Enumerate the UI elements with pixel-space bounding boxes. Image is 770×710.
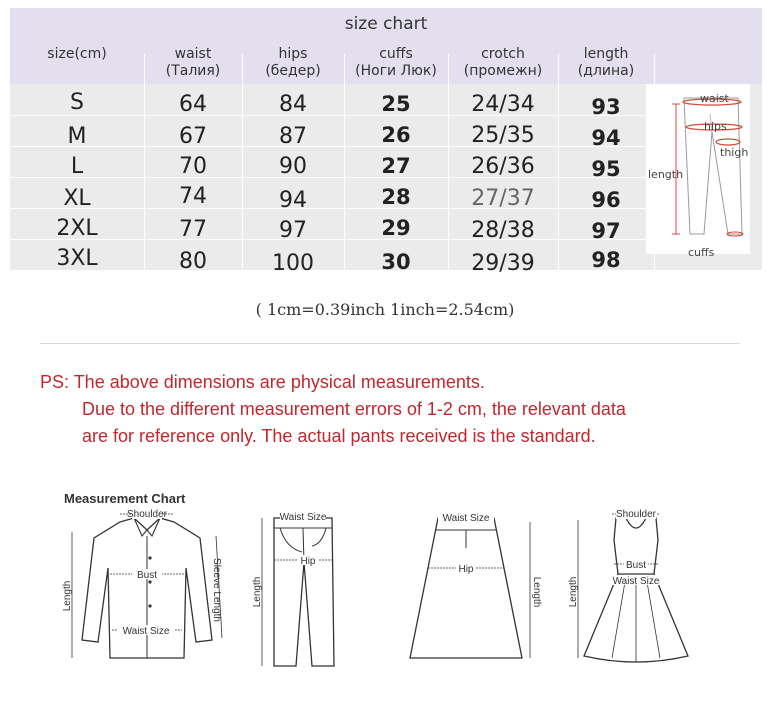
- length-cell: 94: [591, 126, 621, 150]
- length-cell: 97: [591, 219, 621, 243]
- header-crotch: crotch (промежн): [463, 46, 543, 79]
- waist-cell: 64: [179, 92, 207, 117]
- crotch-cell: 28/38: [471, 218, 535, 243]
- length-cell: 95: [591, 157, 621, 181]
- size-cell: M: [67, 124, 87, 149]
- size-cell: L: [70, 154, 84, 179]
- shirt-length-label: Length: [62, 580, 73, 612]
- pants-waist-label: Waist Size: [279, 512, 327, 523]
- crotch-cell: 27/37: [471, 186, 535, 211]
- size-cell: 3XL: [56, 246, 98, 271]
- pants-length-label: length: [648, 168, 684, 181]
- cuffs-cell: 27: [381, 154, 411, 178]
- table-title: size chart: [344, 14, 428, 34]
- header-waist: waist (Талия): [165, 46, 221, 79]
- ps-line-2: Due to the different measurement errors of 1-2 cm, the relevant data: [82, 399, 626, 419]
- pants-hip-label: Hip: [300, 556, 316, 567]
- waist-cell: 67: [179, 124, 207, 149]
- cuffs-cell: 28: [381, 185, 411, 209]
- hips-cell: 90: [279, 154, 307, 179]
- skirt-waist-label: Waist Size: [442, 513, 490, 524]
- shirt-diagram: [62, 508, 232, 670]
- pants-diagram: [246, 508, 346, 670]
- ps-line-1: PS: The above dimensions are physical measurements.: [40, 372, 485, 392]
- size-cell: XL: [63, 186, 91, 211]
- divider: [40, 343, 740, 344]
- header-length: length (длина): [577, 46, 635, 79]
- waist-cell: 80: [179, 249, 207, 274]
- header-hips: hips (бедер): [265, 46, 321, 79]
- hips-cell: 97: [279, 218, 307, 243]
- cuffs-cell: 26: [381, 123, 411, 147]
- dress-waist-label: Waist Size: [612, 576, 660, 587]
- dress-diagram: [570, 508, 700, 670]
- shirt-waist-label: Waist Size: [122, 626, 170, 637]
- header-cuffs: cuffs (Ноги Люк): [355, 46, 437, 79]
- shirt-sleeve-label: Sleeve Length: [211, 558, 222, 622]
- waist-cell: 77: [179, 217, 207, 242]
- length-cell: 93: [591, 95, 621, 119]
- cuffs-cell: 30: [381, 250, 411, 274]
- length-cell: 98: [591, 248, 621, 272]
- header-size: size(cm): [47, 46, 107, 62]
- pants-hips-label: hips: [704, 120, 727, 133]
- skirt-diagram: [398, 508, 548, 670]
- waist-cell: 74: [179, 184, 207, 209]
- pants-thigh-label: thigh: [720, 146, 749, 159]
- pants-cuffs-label: cuffs: [688, 246, 715, 259]
- skirt-length-label: Length: [531, 576, 542, 608]
- hips-cell: 94: [279, 188, 307, 213]
- hips-cell: 84: [279, 92, 307, 117]
- shirt-shoulder-label: Shoulder: [126, 509, 168, 520]
- dress-length-label: Length: [568, 576, 579, 608]
- measurement-chart-title: Measurement Chart: [64, 491, 186, 506]
- waist-cell: 70: [179, 154, 207, 179]
- hips-cell: 87: [279, 124, 307, 149]
- ps-line-3: are for reference only. The actual pants received is the standard.: [82, 426, 596, 446]
- size-cell: 2XL: [56, 216, 98, 241]
- cuffs-cell: 29: [381, 216, 411, 240]
- hips-cell: 100: [272, 251, 314, 276]
- pants-length-label: Length: [252, 576, 263, 608]
- skirt-hip-label: Hip: [458, 564, 474, 575]
- dress-bust-label: Bust: [625, 560, 647, 571]
- crotch-cell: 26/36: [471, 154, 535, 179]
- dress-shoulder-label: Shoulder: [615, 509, 657, 520]
- pants-measure-diagram: [646, 84, 750, 259]
- crotch-cell: 25/35: [471, 123, 535, 148]
- unit-conversion: ( 1cm=0.39inch 1inch=2.54cm): [255, 300, 515, 319]
- crotch-cell: 29/39: [471, 251, 535, 276]
- pants-waist-label: waist: [700, 92, 729, 105]
- crotch-cell: 24/34: [471, 92, 535, 117]
- length-cell: 96: [591, 188, 621, 212]
- size-cell: S: [70, 90, 84, 115]
- shirt-bust-label: Bust: [136, 570, 158, 581]
- cuffs-cell: 25: [381, 92, 411, 116]
